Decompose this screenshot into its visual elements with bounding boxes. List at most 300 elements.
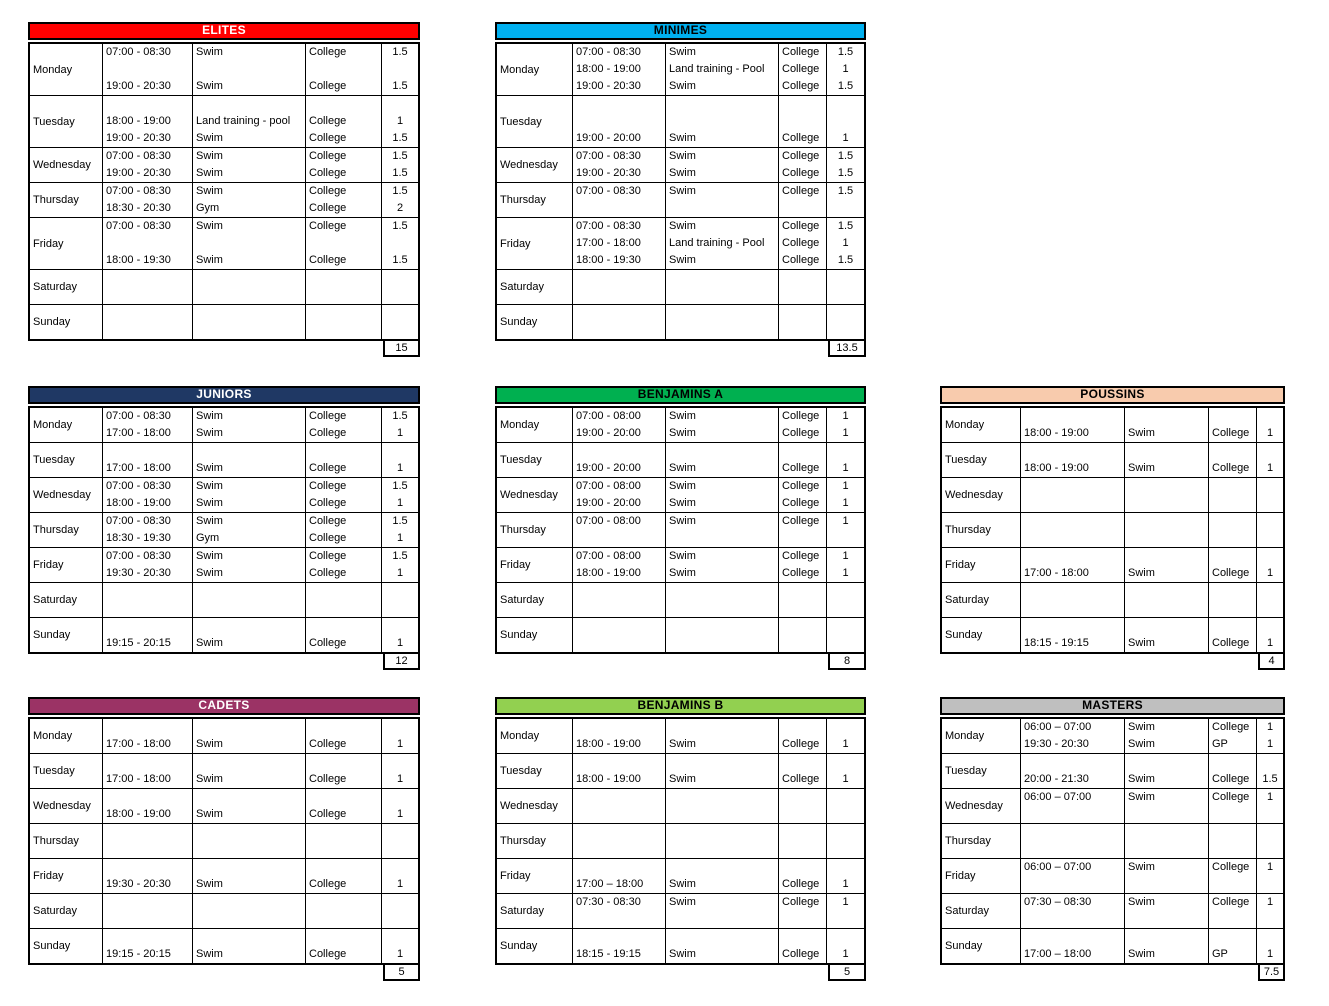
day-row (30, 408, 418, 442)
schedule-line (572, 859, 864, 876)
day-row (497, 858, 864, 893)
activity-cell: Swim (192, 183, 305, 200)
hours-cell (826, 789, 864, 806)
activity-cell (192, 859, 305, 876)
activity-cell: Swim (665, 44, 778, 61)
day-row (942, 582, 1283, 617)
day-label: Friday (33, 870, 64, 882)
hours-cell: 1.5 (381, 44, 418, 61)
day-row (497, 408, 864, 442)
hours-cell: 1.5 (826, 78, 864, 95)
location-cell: College (778, 460, 826, 477)
location-cell (305, 305, 381, 322)
schedule-line (1020, 929, 1283, 946)
location-cell: College (305, 460, 381, 477)
day-label: Wednesday (945, 800, 1003, 812)
time-cell (572, 754, 665, 771)
hours-cell: 1.5 (381, 548, 418, 565)
schedule-line (572, 736, 864, 753)
table-body (495, 42, 866, 341)
hours-cell (381, 235, 418, 252)
table-body (940, 717, 1285, 965)
hours-cell: 1.5 (381, 252, 418, 269)
activity-cell (665, 789, 778, 806)
schedule-table-poussins (940, 386, 1285, 670)
schedule-line (1020, 530, 1283, 547)
activity-cell (1124, 618, 1208, 635)
hours-cell: 1 (1256, 565, 1283, 582)
hours-cell (826, 929, 864, 946)
table-body (495, 406, 866, 654)
hours-cell: 1 (1256, 894, 1283, 911)
location-cell (1208, 876, 1256, 893)
activity-cell (1124, 495, 1208, 512)
activity-cell (192, 789, 305, 806)
time-cell (572, 583, 665, 600)
hours-cell (1256, 530, 1283, 547)
activity-cell: Land training - pool (192, 113, 305, 130)
day-row (497, 547, 864, 582)
time-cell (572, 322, 665, 339)
hours-cell: 1.5 (381, 478, 418, 495)
time-cell (1020, 513, 1124, 530)
time-cell: 07:00 - 08:30 (102, 513, 192, 530)
activity-cell (1124, 530, 1208, 547)
total-row (495, 654, 866, 670)
day-lines (572, 443, 864, 477)
hours-cell (826, 618, 864, 635)
location-cell (1208, 929, 1256, 946)
schedule-line (572, 513, 864, 530)
schedule-line (102, 44, 418, 61)
hours-cell: 1 (826, 460, 864, 477)
location-cell: College (305, 513, 381, 530)
hours-cell: 1 (1256, 789, 1283, 806)
day-row (30, 182, 418, 217)
time-cell: 07:00 - 08:00 (572, 408, 665, 425)
time-cell: 19:00 - 20:30 (572, 78, 665, 95)
schedule-line (102, 130, 418, 147)
location-cell (1208, 911, 1256, 928)
time-cell: 18:00 - 19:00 (102, 495, 192, 512)
hours-cell (1256, 824, 1283, 841)
time-cell (572, 635, 665, 652)
day-lines (572, 859, 864, 893)
table-title: MASTERS (940, 697, 1285, 715)
schedule-line (1020, 600, 1283, 617)
time-cell (572, 841, 665, 858)
day-label: Friday (33, 237, 64, 250)
location-cell: College (778, 61, 826, 78)
day-row (30, 858, 418, 893)
hours-cell: 1 (381, 736, 418, 753)
location-cell (1208, 495, 1256, 512)
schedule-line (102, 443, 418, 460)
table-title: MINIMES (495, 22, 866, 40)
location-cell: College (305, 771, 381, 788)
location-cell (305, 719, 381, 736)
location-cell (305, 270, 381, 287)
hours-cell (1256, 548, 1283, 565)
schedule-line (572, 113, 864, 130)
time-cell: 07:00 - 08:30 (102, 548, 192, 565)
activity-cell (1124, 754, 1208, 771)
day-lines (572, 270, 864, 304)
activity-cell: Swim (192, 548, 305, 565)
hours-cell (1256, 478, 1283, 495)
hours-cell: 1 (381, 771, 418, 788)
location-cell: College (305, 44, 381, 61)
day-row (30, 269, 418, 304)
activity-cell: Swim (1124, 789, 1208, 806)
day-row (497, 182, 864, 217)
hours-cell (1256, 929, 1283, 946)
day-lines (1020, 789, 1283, 823)
schedule-line (572, 530, 864, 547)
activity-cell (1124, 478, 1208, 495)
time-cell: 18:30 - 20:30 (102, 200, 192, 217)
day-row (497, 928, 864, 963)
day-label: Friday (945, 559, 976, 571)
hours-cell (381, 305, 418, 322)
location-cell: College (305, 165, 381, 182)
day-label: Wednesday (500, 489, 558, 501)
location-cell: College (778, 478, 826, 495)
activity-cell: Swim (665, 478, 778, 495)
location-cell: College (778, 495, 826, 512)
day-lines (102, 789, 418, 823)
location-cell (1208, 841, 1256, 858)
activity-cell (1124, 513, 1208, 530)
day-row (30, 304, 418, 339)
activity-cell (665, 113, 778, 130)
location-cell: College (305, 565, 381, 582)
day-row (942, 617, 1283, 652)
hours-cell: 1 (381, 495, 418, 512)
time-cell (1020, 548, 1124, 565)
schedule-line (1020, 789, 1283, 806)
table-title: BENJAMINS A (495, 386, 866, 404)
table-body (28, 717, 420, 965)
hours-cell (381, 911, 418, 928)
activity-cell: Gym (192, 530, 305, 547)
hours-cell: 1 (381, 876, 418, 893)
activity-cell (1124, 929, 1208, 946)
time-cell (102, 443, 192, 460)
hours-cell: 1.5 (381, 165, 418, 182)
day-label: Sunday (500, 629, 538, 641)
time-cell: 19:30 - 20:30 (102, 876, 192, 893)
location-cell: College (778, 44, 826, 61)
location-cell (778, 859, 826, 876)
hours-cell (381, 894, 418, 911)
time-cell: 19:00 - 20:00 (572, 425, 665, 442)
schedule-line (102, 408, 418, 425)
schedule-line (572, 789, 864, 806)
hours-cell (381, 618, 418, 635)
day-row (497, 304, 864, 339)
schedule-line (102, 911, 418, 928)
schedule-line (1020, 754, 1283, 771)
day-lines (572, 548, 864, 582)
activity-cell (665, 929, 778, 946)
schedule-line (572, 252, 864, 269)
location-cell (1208, 583, 1256, 600)
day-lines (572, 408, 864, 442)
hours-cell: 1 (826, 894, 864, 911)
activity-cell (192, 443, 305, 460)
schedule-line (572, 600, 864, 617)
location-cell (1208, 754, 1256, 771)
total-row (940, 654, 1285, 670)
day-label: Thursday (33, 194, 79, 206)
time-cell: 19:00 - 20:30 (102, 78, 192, 95)
day-lines (1020, 719, 1283, 753)
location-cell: College (305, 806, 381, 823)
day-lines (1020, 618, 1283, 652)
schedule-line (1020, 408, 1283, 425)
schedule-line (102, 876, 418, 893)
schedule-line (102, 565, 418, 582)
hours-cell: 1 (381, 565, 418, 582)
location-cell: GP (1208, 946, 1256, 963)
activity-cell (192, 894, 305, 911)
day-label: Wednesday (33, 489, 91, 501)
location-cell: College (305, 148, 381, 165)
hours-cell (826, 824, 864, 841)
activity-cell: Swim (665, 165, 778, 182)
schedule-line (572, 946, 864, 963)
location-cell: College (305, 425, 381, 442)
hours-cell (1256, 618, 1283, 635)
location-cell (1208, 548, 1256, 565)
activity-cell: Swim (665, 495, 778, 512)
time-cell: 19:00 - 20:30 (572, 165, 665, 182)
activity-cell: Swim (192, 425, 305, 442)
day-label: Thursday (33, 524, 79, 536)
location-cell (778, 305, 826, 322)
schedule-line (572, 235, 864, 252)
time-cell (102, 929, 192, 946)
activity-cell (192, 824, 305, 841)
day-lines (1020, 443, 1283, 477)
hours-cell: 1 (1256, 425, 1283, 442)
day-label: Monday (945, 419, 985, 431)
activity-cell: Swim (665, 252, 778, 269)
location-cell: College (305, 78, 381, 95)
day-row (942, 512, 1283, 547)
hours-cell (826, 322, 864, 339)
time-cell: 07:00 - 08:30 (572, 183, 665, 200)
activity-cell (665, 583, 778, 600)
day-label: Sunday (33, 940, 71, 952)
activity-cell: Swim (1124, 946, 1208, 963)
location-cell: College (305, 548, 381, 565)
day-label: Thursday (33, 835, 79, 847)
hours-cell: 1.5 (381, 218, 418, 235)
time-cell (102, 322, 192, 339)
total-row (28, 654, 420, 670)
hours-cell: 1 (826, 130, 864, 147)
schedule-line (102, 322, 418, 339)
schedule-line (102, 859, 418, 876)
schedule-line (102, 771, 418, 788)
activity-cell: Swim (192, 946, 305, 963)
time-cell: 07:00 - 08:30 (102, 183, 192, 200)
location-cell (778, 824, 826, 841)
location-cell (305, 789, 381, 806)
schedule-line (1020, 565, 1283, 582)
schedule-line (572, 824, 864, 841)
location-cell (778, 618, 826, 635)
time-cell: 19:00 - 20:00 (572, 460, 665, 477)
location-cell (1208, 408, 1256, 425)
hours-cell (826, 530, 864, 547)
day-lines (1020, 824, 1283, 858)
schedule-line (102, 736, 418, 753)
day-row (942, 858, 1283, 893)
location-cell: College (305, 130, 381, 147)
total-row (495, 965, 866, 981)
hours-cell (381, 754, 418, 771)
hours-cell (381, 789, 418, 806)
location-cell (305, 583, 381, 600)
activity-cell: Swim (665, 513, 778, 530)
schedule-line (102, 200, 418, 217)
time-cell: 18:00 - 19:00 (572, 736, 665, 753)
activity-cell (1124, 583, 1208, 600)
activity-cell (192, 719, 305, 736)
activity-cell (665, 911, 778, 928)
day-lines (572, 148, 864, 182)
day-lines (102, 894, 418, 928)
activity-cell: Swim (192, 876, 305, 893)
day-row (942, 408, 1283, 442)
location-cell: College (305, 408, 381, 425)
time-cell (572, 113, 665, 130)
time-cell (572, 287, 665, 304)
activity-cell: Swim (665, 148, 778, 165)
activity-cell: Swim (665, 771, 778, 788)
time-cell: 07:00 - 08:30 (102, 44, 192, 61)
location-cell (778, 806, 826, 823)
day-row (30, 95, 418, 147)
day-row (30, 753, 418, 788)
activity-cell (665, 841, 778, 858)
activity-cell: Swim (1124, 460, 1208, 477)
location-cell: College (305, 218, 381, 235)
activity-cell: Swim (192, 408, 305, 425)
time-cell (1020, 583, 1124, 600)
day-label: Sunday (500, 316, 538, 328)
activity-cell (665, 754, 778, 771)
activity-cell: Swim (1124, 425, 1208, 442)
hours-cell (826, 600, 864, 617)
activity-cell (665, 719, 778, 736)
day-row (30, 719, 418, 753)
total-hours: 5 (828, 965, 866, 981)
time-cell: 18:00 - 19:00 (572, 565, 665, 582)
table-title: POUSSINS (940, 386, 1285, 404)
activity-cell: Swim (665, 78, 778, 95)
activity-cell: Swim (1124, 719, 1208, 736)
day-row (942, 928, 1283, 963)
schedule-line (1020, 876, 1283, 893)
hours-cell: 1 (1256, 946, 1283, 963)
day-label: Tuesday (500, 115, 542, 128)
schedule-line (102, 61, 418, 78)
hours-cell: 1 (826, 61, 864, 78)
schedule-line (572, 841, 864, 858)
day-row (30, 477, 418, 512)
location-cell: College (1208, 565, 1256, 582)
schedule-line (1020, 894, 1283, 911)
time-cell: 17:00 - 18:00 (102, 771, 192, 788)
time-cell (572, 824, 665, 841)
hours-cell (381, 929, 418, 946)
schedule-line (572, 565, 864, 582)
hours-cell (381, 600, 418, 617)
schedule-line (572, 478, 864, 495)
day-lines (1020, 859, 1283, 893)
day-row (30, 823, 418, 858)
time-cell (102, 618, 192, 635)
time-cell (1020, 911, 1124, 928)
day-lines (102, 148, 418, 182)
schedule-line (1020, 478, 1283, 495)
time-cell (102, 61, 192, 78)
day-lines (572, 894, 864, 928)
hours-cell: 1 (826, 235, 864, 252)
location-cell (305, 894, 381, 911)
location-cell (1208, 530, 1256, 547)
time-cell: 18:15 - 19:15 (1020, 635, 1124, 652)
location-cell (778, 530, 826, 547)
hours-cell: 1.5 (826, 218, 864, 235)
location-cell: College (1208, 859, 1256, 876)
hours-cell (826, 911, 864, 928)
hours-cell (826, 719, 864, 736)
schedule-line (572, 771, 864, 788)
day-row (497, 582, 864, 617)
location-cell: College (778, 894, 826, 911)
time-cell: 07:00 - 08:30 (102, 408, 192, 425)
time-cell: 18:00 - 19:00 (102, 113, 192, 130)
activity-cell (665, 305, 778, 322)
day-lines (102, 754, 418, 788)
activity-cell (665, 618, 778, 635)
hours-cell: 1 (826, 495, 864, 512)
time-cell (572, 929, 665, 946)
activity-cell: Swim (192, 771, 305, 788)
day-lines (1020, 478, 1283, 512)
hours-cell (826, 113, 864, 130)
schedule-line (102, 218, 418, 235)
day-label: Monday (500, 419, 540, 431)
activity-cell (1124, 443, 1208, 460)
schedule-line (572, 495, 864, 512)
table-title: JUNIORS (28, 386, 420, 404)
day-lines (572, 478, 864, 512)
location-cell: GP (1208, 736, 1256, 753)
schedule-line (572, 287, 864, 304)
schedule-line (572, 929, 864, 946)
day-label: Monday (33, 63, 73, 76)
time-cell: 18:00 - 19:00 (1020, 425, 1124, 442)
hours-cell (381, 443, 418, 460)
day-lines (1020, 408, 1283, 442)
activity-cell: Swim (192, 252, 305, 269)
